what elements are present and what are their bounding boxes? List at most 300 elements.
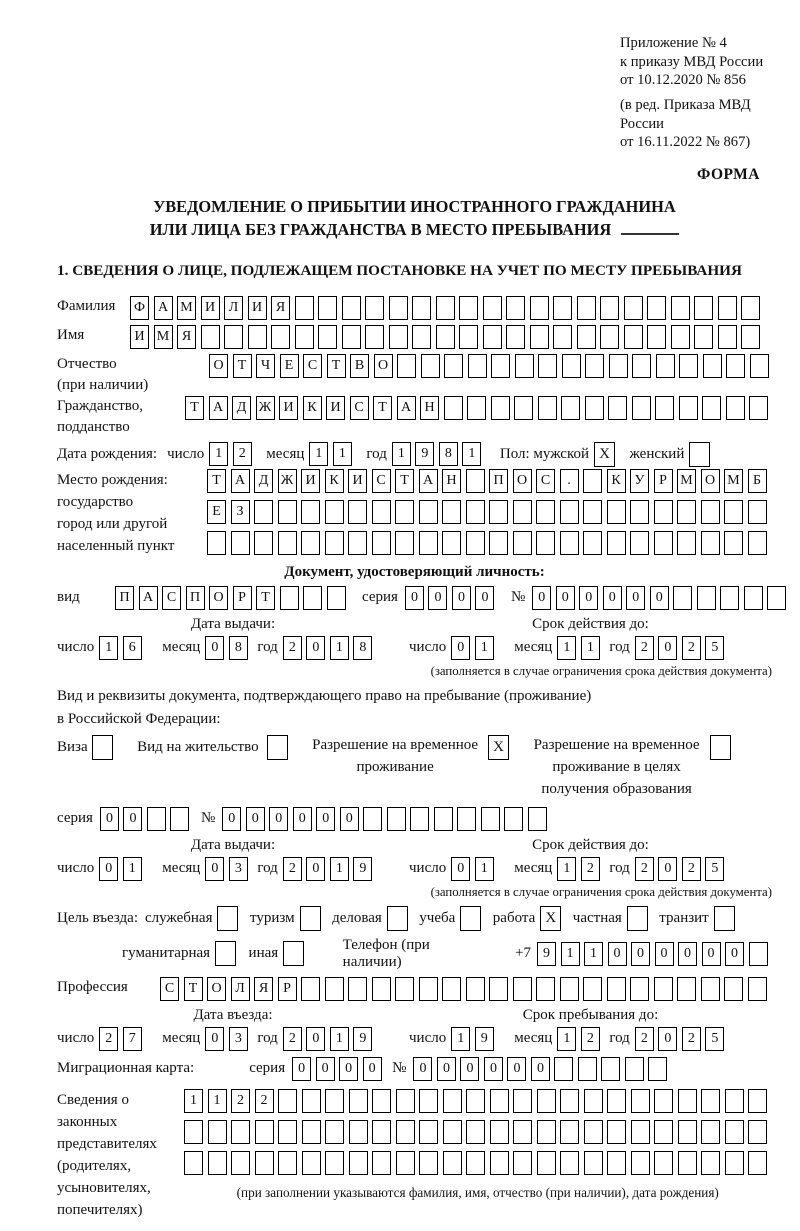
given-name-input[interactable]: [130, 325, 765, 349]
char-box[interactable]: 0: [306, 857, 325, 881]
res-series-input[interactable]: [100, 807, 194, 831]
char-box[interactable]: 0: [603, 586, 622, 610]
res-valid-month-input[interactable]: [557, 857, 604, 881]
char-box[interactable]: [271, 325, 290, 349]
char-box[interactable]: [280, 586, 299, 610]
char-box[interactable]: X: [540, 906, 561, 931]
id-number-input[interactable]: [532, 586, 791, 610]
char-box[interactable]: 1: [330, 857, 349, 881]
char-box[interactable]: [363, 807, 382, 831]
char-box[interactable]: [607, 977, 626, 1001]
char-box[interactable]: [412, 325, 431, 349]
char-box[interactable]: 1: [209, 442, 228, 466]
char-box[interactable]: Ж: [278, 469, 297, 493]
char-box[interactable]: 2: [255, 1089, 274, 1113]
char-box[interactable]: 5: [705, 1027, 724, 1051]
char-box[interactable]: [348, 500, 367, 524]
char-box[interactable]: 0: [608, 942, 627, 966]
char-box[interactable]: А: [419, 469, 438, 493]
char-box[interactable]: [147, 807, 166, 831]
char-box[interactable]: [724, 977, 743, 1001]
char-box[interactable]: [325, 531, 344, 555]
char-box[interactable]: [397, 354, 416, 378]
res-issue-year-input[interactable]: [283, 857, 377, 881]
char-box[interactable]: Т: [207, 469, 226, 493]
char-box[interactable]: [632, 396, 651, 420]
char-box[interactable]: [654, 977, 673, 1001]
char-box[interactable]: [749, 396, 768, 420]
char-box[interactable]: [689, 442, 710, 467]
char-box[interactable]: [278, 1089, 297, 1113]
char-box[interactable]: [701, 531, 720, 555]
char-box[interactable]: [724, 531, 743, 555]
char-box[interactable]: [184, 1120, 203, 1144]
char-box[interactable]: [701, 977, 720, 1001]
char-box[interactable]: [301, 531, 320, 555]
char-box[interactable]: [459, 325, 478, 349]
char-box[interactable]: [627, 906, 648, 931]
char-box[interactable]: [513, 500, 532, 524]
char-box[interactable]: Ч: [256, 354, 275, 378]
char-box[interactable]: [504, 807, 523, 831]
char-box[interactable]: С: [160, 977, 179, 1001]
char-box[interactable]: И: [348, 469, 367, 493]
char-box[interactable]: [607, 500, 626, 524]
char-box[interactable]: 2: [283, 857, 302, 881]
char-box[interactable]: [701, 500, 720, 524]
char-box[interactable]: [702, 396, 721, 420]
char-box[interactable]: [679, 354, 698, 378]
char-box[interactable]: [491, 354, 510, 378]
char-box[interactable]: [348, 531, 367, 555]
temp-residence-checkbox[interactable]: [488, 735, 514, 760]
char-box[interactable]: 0: [532, 586, 551, 610]
char-box[interactable]: 0: [579, 586, 598, 610]
char-box[interactable]: 3: [229, 857, 248, 881]
birth-day-input[interactable]: [209, 442, 256, 466]
char-box[interactable]: [631, 1089, 650, 1113]
char-box[interactable]: Д: [232, 396, 251, 420]
char-box[interactable]: 8: [353, 636, 372, 660]
char-box[interactable]: 0: [531, 1057, 550, 1081]
char-box[interactable]: [348, 977, 367, 1001]
char-box[interactable]: [577, 296, 596, 320]
char-box[interactable]: 1: [333, 442, 352, 466]
birth-year-input[interactable]: [392, 442, 486, 466]
phone-input[interactable]: [537, 942, 772, 966]
char-box[interactable]: П: [489, 469, 508, 493]
char-box[interactable]: 0: [460, 1057, 479, 1081]
char-box[interactable]: [443, 1089, 462, 1113]
char-box[interactable]: [92, 735, 113, 760]
char-box[interactable]: 0: [123, 807, 142, 831]
char-box[interactable]: 1: [584, 942, 603, 966]
char-box[interactable]: А: [397, 396, 416, 420]
char-box[interactable]: [459, 296, 478, 320]
char-box[interactable]: [419, 1120, 438, 1144]
char-box[interactable]: [561, 396, 580, 420]
char-box[interactable]: 0: [293, 807, 312, 831]
char-box[interactable]: 0: [475, 586, 494, 610]
char-box[interactable]: [677, 977, 696, 1001]
res-valid-day-input[interactable]: [451, 857, 498, 881]
char-box[interactable]: [342, 325, 361, 349]
char-box[interactable]: [562, 354, 581, 378]
char-box[interactable]: [654, 1120, 673, 1144]
char-box[interactable]: 0: [246, 807, 265, 831]
char-box[interactable]: [412, 296, 431, 320]
char-box[interactable]: [491, 396, 510, 420]
char-box[interactable]: С: [536, 469, 555, 493]
char-box[interactable]: [387, 906, 408, 931]
char-box[interactable]: И: [279, 396, 298, 420]
char-box[interactable]: [726, 354, 745, 378]
char-box[interactable]: [483, 325, 502, 349]
char-box[interactable]: 2: [581, 857, 600, 881]
res-issue-month-input[interactable]: [205, 857, 252, 881]
char-box[interactable]: 0: [340, 807, 359, 831]
residence-permit-checkbox[interactable]: [267, 735, 293, 760]
char-box[interactable]: [607, 1120, 626, 1144]
char-box[interactable]: 2: [635, 857, 654, 881]
char-box[interactable]: 0: [269, 807, 288, 831]
char-box[interactable]: [267, 735, 288, 760]
char-box[interactable]: [726, 396, 745, 420]
char-box[interactable]: [395, 977, 414, 1001]
char-box[interactable]: [744, 586, 763, 610]
char-box[interactable]: [318, 325, 337, 349]
char-box[interactable]: 9: [475, 1027, 494, 1051]
char-box[interactable]: М: [677, 469, 696, 493]
char-box[interactable]: 0: [306, 1027, 325, 1051]
char-box[interactable]: [295, 325, 314, 349]
char-box[interactable]: [607, 531, 626, 555]
char-box[interactable]: [302, 1089, 321, 1113]
char-box[interactable]: 0: [205, 1027, 224, 1051]
birthplace-line2-input[interactable]: [207, 500, 771, 524]
char-box[interactable]: 1: [309, 442, 328, 466]
char-box[interactable]: 8: [439, 442, 458, 466]
char-box[interactable]: Н: [442, 469, 461, 493]
char-box[interactable]: С: [350, 396, 369, 420]
id-valid-month-input[interactable]: [557, 636, 604, 660]
char-box[interactable]: П: [186, 586, 205, 610]
business-checkbox[interactable]: [387, 906, 413, 931]
char-box[interactable]: [701, 1089, 720, 1113]
char-box[interactable]: [624, 296, 643, 320]
char-box[interactable]: А: [231, 469, 250, 493]
char-box[interactable]: Т: [327, 354, 346, 378]
char-box[interactable]: 0: [99, 857, 118, 881]
char-box[interactable]: [419, 500, 438, 524]
char-box[interactable]: 1: [392, 442, 411, 466]
char-box[interactable]: 0: [507, 1057, 526, 1081]
char-box[interactable]: Д: [254, 469, 273, 493]
char-box[interactable]: 0: [484, 1057, 503, 1081]
char-box[interactable]: [714, 906, 735, 931]
char-box[interactable]: [677, 531, 696, 555]
private-checkbox[interactable]: [627, 906, 653, 931]
char-box[interactable]: [671, 296, 690, 320]
char-box[interactable]: [466, 1089, 485, 1113]
char-box[interactable]: [365, 296, 384, 320]
char-box[interactable]: 1: [123, 857, 142, 881]
char-box[interactable]: Т: [256, 586, 275, 610]
char-box[interactable]: [583, 500, 602, 524]
char-box[interactable]: [506, 296, 525, 320]
char-box[interactable]: А: [139, 586, 158, 610]
char-box[interactable]: [656, 354, 675, 378]
char-box[interactable]: П: [115, 586, 134, 610]
char-box[interactable]: 0: [222, 807, 241, 831]
char-box[interactable]: [630, 500, 649, 524]
char-box[interactable]: [749, 942, 768, 966]
char-box[interactable]: [515, 354, 534, 378]
char-box[interactable]: [300, 906, 321, 931]
char-box[interactable]: 1: [561, 942, 580, 966]
char-box[interactable]: 1: [99, 636, 118, 660]
char-box[interactable]: 2: [581, 1027, 600, 1051]
char-box[interactable]: Т: [395, 469, 414, 493]
char-box[interactable]: [395, 500, 414, 524]
char-box[interactable]: Т: [184, 977, 203, 1001]
char-box[interactable]: [655, 396, 674, 420]
char-box[interactable]: 9: [353, 857, 372, 881]
char-box[interactable]: [444, 354, 463, 378]
char-box[interactable]: [325, 1089, 344, 1113]
char-box[interactable]: [372, 531, 391, 555]
char-box[interactable]: [327, 586, 346, 610]
char-box[interactable]: 0: [631, 942, 650, 966]
char-box[interactable]: [697, 586, 716, 610]
char-box[interactable]: [703, 354, 722, 378]
char-box[interactable]: И: [130, 325, 149, 349]
char-box[interactable]: 0: [205, 857, 224, 881]
char-box[interactable]: [560, 500, 579, 524]
char-box[interactable]: В: [350, 354, 369, 378]
char-box[interactable]: [554, 1057, 573, 1081]
char-box[interactable]: [419, 977, 438, 1001]
char-box[interactable]: [748, 977, 767, 1001]
id-issue-day-input[interactable]: [99, 636, 146, 660]
char-box[interactable]: [481, 807, 500, 831]
char-box[interactable]: 9: [537, 942, 556, 966]
char-box[interactable]: [349, 1089, 368, 1113]
char-box[interactable]: 5: [705, 636, 724, 660]
id-issue-month-input[interactable]: [205, 636, 252, 660]
char-box[interactable]: 0: [413, 1057, 432, 1081]
char-box[interactable]: [372, 1089, 391, 1113]
entry-month-input[interactable]: [205, 1027, 252, 1051]
char-box[interactable]: [483, 296, 502, 320]
char-box[interactable]: [443, 1120, 462, 1144]
char-box[interactable]: 1: [462, 442, 481, 466]
birth-month-input[interactable]: [309, 442, 356, 466]
stay-year-input[interactable]: [635, 1027, 729, 1051]
char-box[interactable]: [648, 1057, 667, 1081]
char-box[interactable]: [585, 354, 604, 378]
char-box[interactable]: [741, 325, 760, 349]
char-box[interactable]: 0: [451, 857, 470, 881]
char-box[interactable]: [538, 396, 557, 420]
char-box[interactable]: 1: [184, 1089, 203, 1113]
char-box[interactable]: 0: [452, 586, 471, 610]
char-box[interactable]: [419, 1089, 438, 1113]
char-box[interactable]: 1: [330, 1027, 349, 1051]
char-box[interactable]: А: [209, 396, 228, 420]
char-box[interactable]: [600, 325, 619, 349]
char-box[interactable]: 2: [682, 636, 701, 660]
char-box[interactable]: К: [303, 396, 322, 420]
char-box[interactable]: [466, 531, 485, 555]
char-box[interactable]: 1: [557, 857, 576, 881]
char-box[interactable]: [170, 807, 189, 831]
char-box[interactable]: Р: [654, 469, 673, 493]
char-box[interactable]: [457, 807, 476, 831]
char-box[interactable]: М: [724, 469, 743, 493]
tourism-checkbox[interactable]: [300, 906, 326, 931]
char-box[interactable]: [395, 531, 414, 555]
res-issue-day-input[interactable]: [99, 857, 146, 881]
char-box[interactable]: [302, 1120, 321, 1144]
char-box[interactable]: [301, 500, 320, 524]
char-box[interactable]: [748, 531, 767, 555]
char-box[interactable]: 0: [339, 1057, 358, 1081]
char-box[interactable]: [725, 1089, 744, 1113]
char-box[interactable]: [444, 396, 463, 420]
char-box[interactable]: 2: [682, 1027, 701, 1051]
char-box[interactable]: [718, 325, 737, 349]
humanitarian-checkbox[interactable]: [215, 941, 241, 966]
char-box[interactable]: 2: [635, 636, 654, 660]
char-box[interactable]: 0: [658, 1027, 677, 1051]
char-box[interactable]: [318, 296, 337, 320]
char-box[interactable]: [468, 354, 487, 378]
char-box[interactable]: [396, 1120, 415, 1144]
char-box[interactable]: О: [207, 977, 226, 1001]
char-box[interactable]: 1: [330, 636, 349, 660]
char-box[interactable]: С: [162, 586, 181, 610]
char-box[interactable]: [278, 1120, 297, 1144]
char-box[interactable]: [677, 500, 696, 524]
char-box[interactable]: [489, 531, 508, 555]
char-box[interactable]: [701, 1120, 720, 1144]
char-box[interactable]: .: [560, 469, 579, 493]
official-checkbox[interactable]: [217, 906, 243, 931]
char-box[interactable]: [254, 531, 273, 555]
char-box[interactable]: [489, 500, 508, 524]
char-box[interactable]: [631, 1120, 650, 1144]
id-issue-year-input[interactable]: [283, 636, 377, 660]
char-box[interactable]: И: [201, 296, 220, 320]
char-box[interactable]: [647, 296, 666, 320]
legal-reps-line1-input[interactable]: [184, 1089, 772, 1113]
char-box[interactable]: Т: [185, 396, 204, 420]
char-box[interactable]: [537, 1089, 556, 1113]
char-box[interactable]: [647, 325, 666, 349]
char-box[interactable]: [654, 531, 673, 555]
char-box[interactable]: Р: [233, 586, 252, 610]
char-box[interactable]: [389, 325, 408, 349]
char-box[interactable]: З: [231, 500, 250, 524]
char-box[interactable]: Я: [177, 325, 196, 349]
patronymic-input[interactable]: [209, 354, 773, 378]
birthplace-line1-input[interactable]: [207, 469, 771, 493]
char-box[interactable]: [694, 296, 713, 320]
char-box[interactable]: Е: [280, 354, 299, 378]
id-kind-input[interactable]: [115, 586, 350, 610]
char-box[interactable]: [678, 1120, 697, 1144]
char-box[interactable]: [396, 1089, 415, 1113]
work-checkbox[interactable]: [540, 906, 566, 931]
transit-checkbox[interactable]: [714, 906, 740, 931]
char-box[interactable]: [553, 296, 572, 320]
birthplace-line3-input[interactable]: [207, 531, 771, 555]
char-box[interactable]: [387, 807, 406, 831]
char-box[interactable]: [442, 977, 461, 1001]
char-box[interactable]: [609, 354, 628, 378]
sex-male-checkbox[interactable]: [594, 442, 620, 467]
char-box[interactable]: [718, 296, 737, 320]
char-box[interactable]: [560, 1120, 579, 1144]
char-box[interactable]: О: [209, 354, 228, 378]
char-box[interactable]: 1: [475, 636, 494, 660]
char-box[interactable]: М: [177, 296, 196, 320]
char-box[interactable]: [325, 500, 344, 524]
char-box[interactable]: [528, 807, 547, 831]
char-box[interactable]: 9: [353, 1027, 372, 1051]
char-box[interactable]: 0: [658, 857, 677, 881]
char-box[interactable]: Л: [224, 296, 243, 320]
char-box[interactable]: Б: [748, 469, 767, 493]
char-box[interactable]: [325, 977, 344, 1001]
char-box[interactable]: 1: [557, 1027, 576, 1051]
char-box[interactable]: С: [372, 469, 391, 493]
char-box[interactable]: О: [374, 354, 393, 378]
char-box[interactable]: Я: [254, 977, 273, 1001]
char-box[interactable]: [583, 977, 602, 1001]
char-box[interactable]: [389, 296, 408, 320]
char-box[interactable]: А: [154, 296, 173, 320]
char-box[interactable]: [767, 586, 786, 610]
char-box[interactable]: [278, 531, 297, 555]
char-box[interactable]: 0: [306, 636, 325, 660]
char-box[interactable]: 2: [682, 857, 701, 881]
char-box[interactable]: И: [301, 469, 320, 493]
char-box[interactable]: М: [154, 325, 173, 349]
study-checkbox[interactable]: [460, 906, 486, 931]
mig-series-input[interactable]: [292, 1057, 386, 1081]
char-box[interactable]: [679, 396, 698, 420]
char-box[interactable]: О: [701, 469, 720, 493]
char-box[interactable]: [583, 531, 602, 555]
char-box[interactable]: Т: [373, 396, 392, 420]
citizenship-input[interactable]: [185, 396, 773, 420]
char-box[interactable]: 9: [415, 442, 434, 466]
char-box[interactable]: 5: [705, 857, 724, 881]
char-box[interactable]: 2: [231, 1089, 250, 1113]
char-box[interactable]: [231, 531, 250, 555]
char-box[interactable]: 0: [658, 636, 677, 660]
char-box[interactable]: [254, 500, 273, 524]
char-box[interactable]: [342, 296, 361, 320]
char-box[interactable]: 0: [316, 807, 335, 831]
char-box[interactable]: [436, 325, 455, 349]
char-box[interactable]: [283, 941, 304, 966]
char-box[interactable]: [255, 1120, 274, 1144]
char-box[interactable]: [536, 977, 555, 1001]
char-box[interactable]: Е: [207, 500, 226, 524]
